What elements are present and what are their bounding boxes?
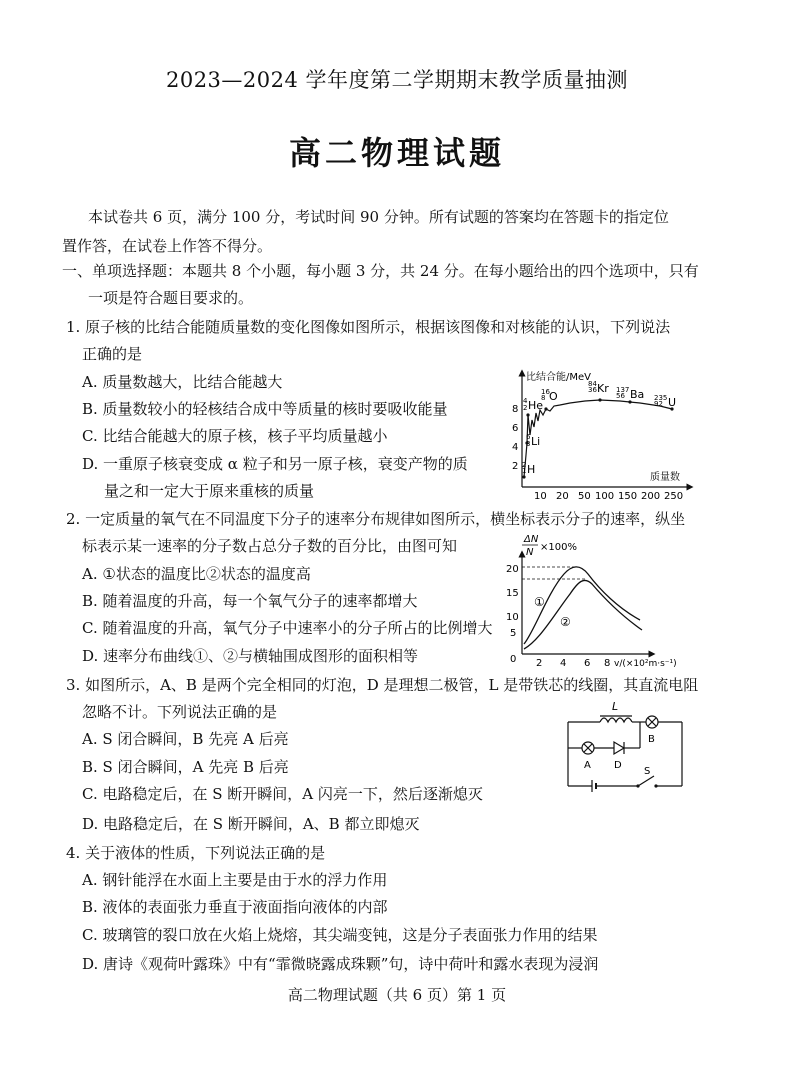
q2-option-d: D. 速率分布曲线①、②与横轴围成图形的面积相等 [82,647,419,665]
section-heading-line-1: 一、单项选择题：本题共 8 个小题，每小题 3 分，共 24 分。在每小题给出的四个选项中，只有 [62,262,699,280]
intro-line-1: 本试卷共 6 页，满分 100 分，考试时间 90 分钟。所有试题的答案均在答题卡的指定位 [88,208,669,226]
q1-option-c: C. 比结合能越大的原子核，核子平均质量越小 [82,427,388,445]
q2-option-c: C. 随着温度的升高，氧气分子中速率小的分子所占的比例增大 [82,619,493,637]
section-heading-line-2: 一项是符合题目要求的。 [88,289,254,307]
q4-stem: 4. 关于液体的性质，下列说法正确的是 [66,844,326,862]
label-A: A [584,760,591,771]
diode-D [614,742,624,754]
switch-S [638,776,654,786]
page-title: 高二物理试题 [288,134,505,172]
point-O [544,407,547,410]
x-tick-6: 6 [584,658,591,669]
label-Li-z: 3 [526,440,531,448]
x-tick-250: 250 [664,491,684,502]
exam-header: 2023—2024 学年度第二学期期末教学质量抽测 [165,68,629,92]
x-tick-200: 200 [641,491,661,502]
origin-label: 0 [510,654,517,665]
circuit-figure [556,700,696,796]
y-tick-8: 8 [512,404,519,415]
x-tick-8: 8 [604,658,611,669]
x-tick-10: 10 [534,491,547,502]
label-S: S [644,766,651,777]
q3-stem-line-1: 3. 如图所示，A、B 是两个完全相同的灯泡，D 是理想二极管，L 是带铁芯的线圈，其直流电阻 [66,676,699,694]
label-He: He [528,399,544,412]
q4-option-d: D. 唐诗《观荷叶露珠》中有“霏微晓露成珠颗”句，诗中荷叶和露水表现为浸润 [82,955,599,973]
curve-2 [524,580,642,649]
label-L: L [612,700,619,713]
x-tick-2: 2 [536,658,543,669]
q4-option-c: C. 玻璃管的裂口放在火焰上烧熔，其尖端变钝，这是分子表面张力作用的结果 [82,926,598,944]
q1-option-d-line-1: D. 一重原子核衰变成 α 粒子和另一原子核，衰变产物的质 [82,455,468,473]
x-tick-20: 20 [556,491,569,502]
switch-pivot [636,784,639,787]
y-label-denominator: N [526,547,534,558]
label-Kr-z: 36 [588,386,597,394]
y-tick-5: 5 [510,628,517,639]
label-He-z: 2 [523,404,528,412]
q1-stem-line-1: 1. 原子核的比结合能随质量数的变化图像如图所示，根据该图像和对核能的认识，下列说法 [66,318,671,336]
x-axis-label: 质量数 [650,472,680,483]
label-Ba-z: 56 [616,392,625,400]
point-H [522,475,525,478]
q4-option-b: B. 液体的表面张力垂直于液面指向液体的内部 [82,898,388,916]
y-tick-15: 15 [506,588,519,599]
y-axis-label: 比结合能/MeV [526,372,591,383]
binding-energy-curve [524,400,672,477]
label-Kr-a: 84 [588,380,597,388]
label-Li: Li [531,435,541,448]
label-O-a: 16 [541,388,550,396]
label-H: H [527,463,536,476]
label-Ba: Ba [630,388,645,401]
q1-option-d-line-2: 量之和一定大于原来重核的质量 [104,482,315,500]
y-label-suffix: ×100% [540,542,577,553]
point-Kr [598,398,601,401]
label-H-a: 2 [522,461,527,469]
q3-stem-line-2: 忽略不计。下列说法正确的是 [82,703,278,721]
q3-option-d: D. 电路稳定后，在 S 断开瞬间，A、B 都立即熄灭 [82,815,420,833]
q3-option-a: A. S 闭合瞬间，B 先亮 A 后亮 [82,730,289,748]
label-He-a: 4 [523,397,528,405]
q1-option-b: B. 质量数较小的轻核结合成中等质量的核时要吸收能量 [82,400,448,418]
q4-option-a: A. 钢针能浮在水面上主要是由于水的浮力作用 [82,871,388,889]
q1-stem-line-2: 正确的是 [82,345,143,363]
q3-option-c: C. 电路稳定后，在 S 断开瞬间，A 闪亮一下，然后逐渐熄灭 [82,785,483,803]
label-U-a: 235 [654,394,668,402]
y-tick-6: 6 [512,423,519,434]
x-tick-150: 150 [618,491,638,502]
x-tick-50: 50 [578,491,591,502]
y-tick-4: 4 [512,442,519,453]
label-H-z: 1 [522,467,527,475]
intro-line-2: 置作答，在试卷上作答不得分。 [62,237,273,255]
q1-option-a: A. 质量数越大，比结合能越大 [82,373,283,391]
y-label-numerator: ΔN [524,534,539,545]
x-tick-100: 100 [595,491,615,502]
y-tick-10: 10 [506,612,519,623]
speed-distribution-figure [500,532,720,672]
x-axis-label: v/(×10²m·s⁻¹) [614,659,677,669]
q2-option-b: B. 随着温度的升高，每一个氧气分子的速率都增大 [82,592,418,610]
label-B: B [648,734,655,745]
label-U: U [668,396,677,409]
label-U-z: 92 [654,400,663,408]
q2-stem-line-1: 2. 一定质量的氧气在不同温度下分子的速率分布规律如图所示，横坐标表示分子的速率，纵坐 [66,510,686,528]
label-Kr: Kr [597,382,609,395]
q2-stem-line-2: 标表示某一速率的分子数占总分子数的百分比，由图可知 [82,537,458,555]
label-O: O [549,390,558,403]
page-footer: 高二物理试题（共 6 页）第 1 页 [287,986,507,1004]
point-He [526,413,529,416]
y-tick-20: 20 [506,564,519,575]
curve-2-label: ② [560,615,571,629]
q2-option-a: A. ①状态的温度比②状态的温度高 [82,565,311,583]
label-D: D [614,760,622,771]
x-tick-4: 4 [560,658,567,669]
y-tick-2: 2 [512,461,519,472]
label-O-z: 8 [541,394,546,402]
inductor-coil [600,718,632,722]
curve-1-label: ① [534,595,545,609]
q3-option-b: B. S 闭合瞬间，A 先亮 B 后亮 [82,758,289,776]
label-Ba-a: 137 [616,386,630,394]
binding-energy-figure [500,365,700,505]
switch-contact [654,784,657,787]
label-Li-a: 6 [526,433,531,441]
